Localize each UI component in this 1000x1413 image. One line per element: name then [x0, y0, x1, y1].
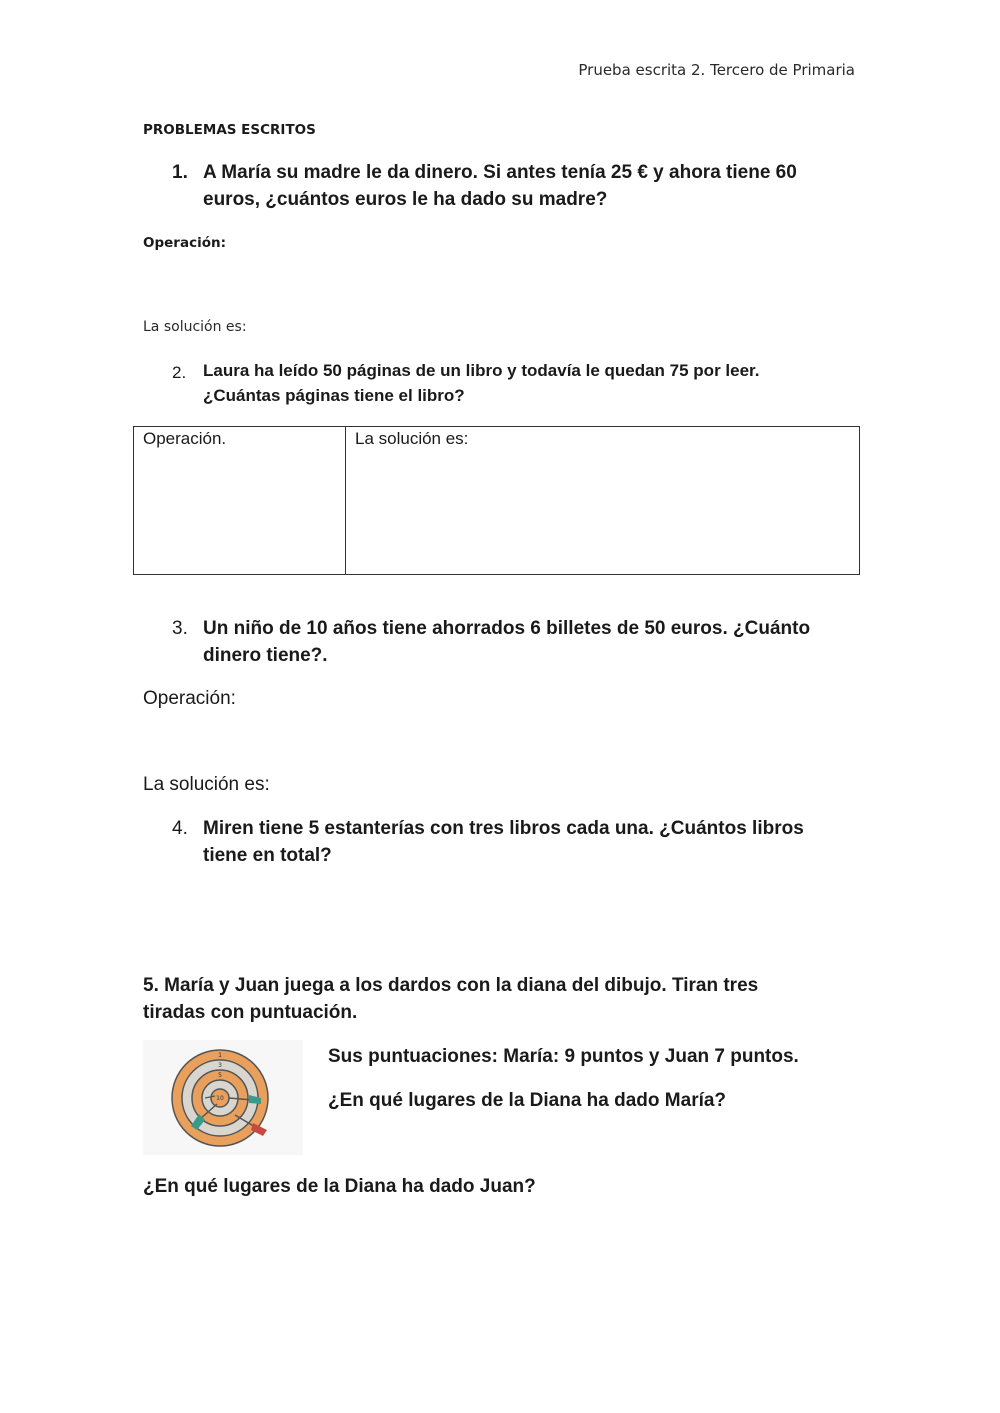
q1-text	[203, 159, 797, 213]
q1-line1: A María su madre le da dinero. Si antes tenía 25 € y ahora tiene 60	[203, 162, 797, 183]
dartboard-icon	[143, 1040, 303, 1155]
q3-line1: Un niño de 10 años tiene ahorrados 6 billetes de 50 euros. ¿Cuánto	[203, 618, 811, 639]
q5-question-juan: ¿En qué lugares de la Diana ha dado Juan?	[143, 1176, 536, 1197]
dartboard-image	[143, 1040, 303, 1155]
q3-solution-label: La solución es:	[143, 774, 270, 795]
q2-line2: ¿Cuántas páginas tiene el libro?	[203, 386, 465, 405]
q4-number: 4.	[172, 818, 188, 839]
q1-solution-label: La solución es:	[143, 319, 247, 335]
q3-operation-label: Operación:	[143, 688, 236, 709]
q1-number: 1.	[172, 162, 188, 183]
q4-text	[203, 815, 804, 869]
section-title: PROBLEMAS ESCRITOS	[143, 122, 316, 138]
q2-line1: Laura ha leído 50 páginas de un libro y todavía le quedan 75 por leer.	[203, 361, 760, 380]
q2-solution-cell[interactable]	[346, 427, 860, 575]
q5-text	[143, 972, 758, 1026]
ring-label-1: 1	[218, 1052, 222, 1059]
q2-text	[203, 358, 759, 408]
ring-label-10: 10	[216, 1095, 224, 1102]
q1-operation-label: Operación:	[143, 235, 226, 251]
q4-line2: tiene en total?	[203, 845, 332, 866]
q3-text	[203, 615, 810, 669]
q2-operation-label: Operación.	[143, 429, 227, 448]
document-header-title: Prueba escrita 2. Tercero de Primaria	[578, 61, 855, 79]
q3-line2: dinero tiene?.	[203, 645, 328, 666]
q2-answer-table	[133, 426, 860, 575]
q4-line1: Miren tiene 5 estanterías con tres libros cada una. ¿Cuántos libros	[203, 818, 804, 839]
q5-question-maria: ¿En qué lugares de la Diana ha dado María?	[328, 1090, 727, 1111]
q2-solution-label: La solución es:	[355, 429, 469, 448]
q5-scores: Sus puntuaciones: María: 9 puntos y Juan 7 puntos.	[328, 1046, 799, 1067]
ring-label-5: 5	[218, 1072, 222, 1079]
q1-line2: euros, ¿cuántos euros le ha dado su madre?	[203, 189, 608, 210]
q2-operation-cell[interactable]	[134, 427, 346, 575]
q5-line2: tiradas con puntuación.	[143, 1002, 358, 1023]
q2-number: 2.	[172, 363, 187, 382]
ring-label-3: 3	[218, 1062, 222, 1069]
q5-line1: 5. María y Juan juega a los dardos con la diana del dibujo. Tiran tres	[143, 975, 759, 996]
q3-number: 3.	[172, 618, 188, 639]
